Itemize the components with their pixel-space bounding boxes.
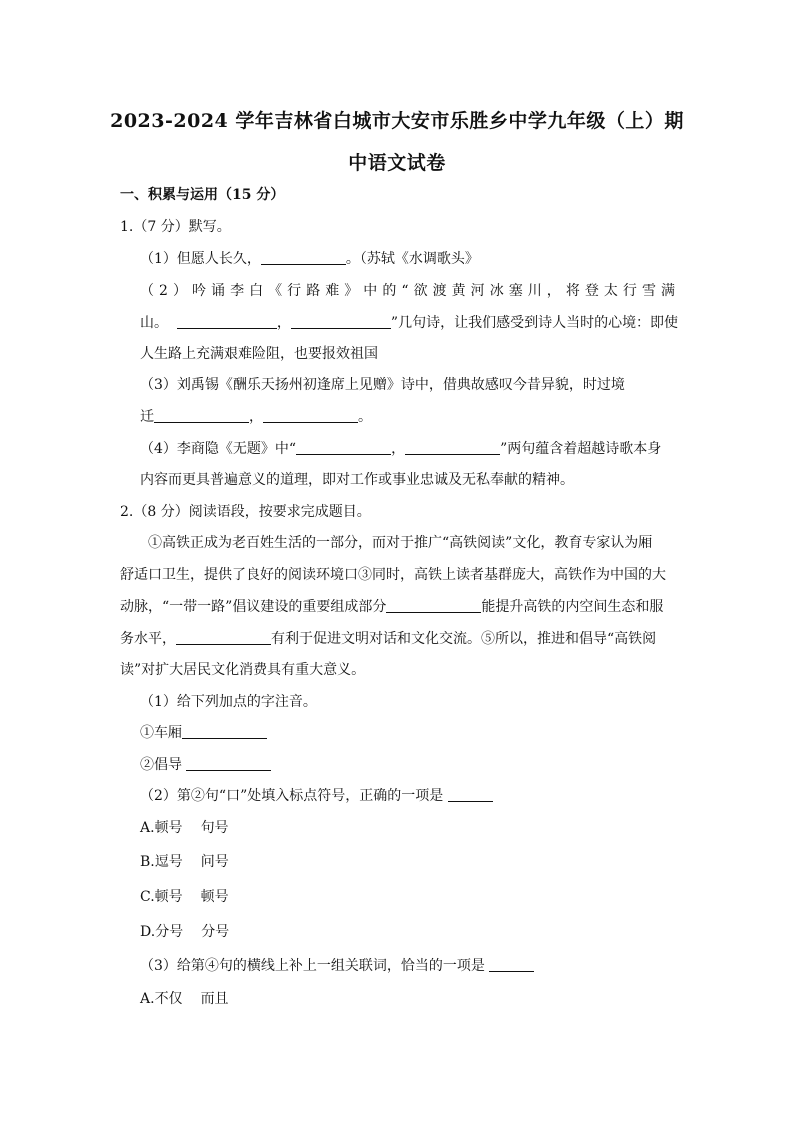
answer-blank[interactable] (263, 408, 358, 423)
char: 诵 (211, 283, 226, 299)
passage-text: 能提升高铁的内空间生态和服 (481, 599, 664, 615)
char: 将 (565, 283, 580, 299)
q2-sub-1: （1）给下列加点的字注音。 (140, 694, 317, 710)
reading-passage-line-1: ①高铁正成为老百姓生活的一部分，而对于推广“高铁阅读”文化，教育专家认为厢 (148, 535, 653, 551)
char: 欲 (413, 283, 428, 299)
char: 吟 (192, 283, 207, 299)
option-d[interactable] (140, 923, 229, 941)
char: 渡 (432, 283, 447, 299)
q1-p4-text-c: ”两句蕴含着超越诗歌本身 (500, 441, 662, 457)
q1-p1-text-a: （1）但愿人长久， (140, 251, 261, 267)
q1-p3-text-c: 。 (358, 409, 372, 425)
question-text: （2）第②句“口”处填入标点符号，正确的一项是 (140, 788, 448, 804)
option-text: 句号 (200, 820, 229, 836)
q1-part-4-line-2: 内容而更具普遍意义的道理，即对工作或事业忠诚及无私奉献的精神。 (140, 472, 574, 488)
q1-part-3-line-2 (140, 408, 372, 426)
item-label: ②倡导 (140, 757, 187, 773)
answer-blank[interactable] (386, 598, 481, 613)
answer-blank[interactable] (489, 957, 534, 972)
char: 满 (660, 283, 675, 299)
char: （ (140, 283, 154, 299)
answer-blank[interactable] (291, 314, 391, 329)
page-title-line-1: 2023-2024 学年吉林省白城市大安市乐胜乡中学九年级（上）期 (110, 110, 684, 132)
answer-blank[interactable] (186, 756, 271, 771)
char: 的 (382, 283, 397, 299)
char: 河 (470, 283, 485, 299)
answer-blank[interactable] (154, 408, 249, 423)
answer-blank[interactable] (448, 787, 493, 802)
option-text: 顿号 (154, 820, 183, 836)
char: 太 (603, 283, 618, 299)
char: ） (172, 283, 187, 299)
q1-part-1 (140, 250, 479, 268)
option-text: 而且 (200, 991, 229, 1007)
reading-passage-line-3 (120, 598, 663, 616)
option-text: 分号 (201, 924, 230, 940)
char: 白 (249, 283, 264, 299)
page-title-line-2: 中语文试卷 (348, 152, 446, 174)
reading-passage-line-4 (120, 630, 656, 648)
option-letter: D. (140, 924, 156, 940)
question-text: （3）给第④句的横线上补上一组关联词，恰当的一项是 (140, 958, 490, 974)
q1-p2-text-c: ”几句诗，让我们感受到诗人当时的心境：即使 (390, 315, 679, 331)
option-a[interactable] (140, 819, 229, 837)
char: 川 (527, 283, 542, 299)
q1-p3-text-b: ， (249, 409, 263, 425)
char: 中 (363, 283, 378, 299)
option-text: 顿号 (200, 889, 229, 905)
section-heading: 一、积累与运用（15 分） (120, 187, 285, 203)
option-letter: A. (140, 991, 155, 1007)
char: 登 (584, 283, 599, 299)
passage-text: 务水平， (120, 631, 176, 647)
option-letter: A. (140, 820, 155, 836)
q1-part-2-line-1 (140, 282, 675, 300)
option-text: 不仅 (154, 991, 183, 1007)
q1-p1-text-b: 。（苏轼《水调歌头》 (345, 251, 479, 267)
q2-sub-1-item-a (140, 724, 267, 742)
char: 《 (268, 283, 283, 299)
char: 冰 (489, 283, 504, 299)
char: 难 (325, 283, 340, 299)
option-text: 逗号 (154, 854, 183, 870)
q1-part-4-line-1 (140, 440, 661, 458)
option-letter: C. (140, 889, 155, 905)
answer-blank[interactable] (176, 630, 271, 645)
char: 李 (230, 283, 245, 299)
answer-blank[interactable] (405, 440, 500, 455)
question-1-stem: 1.（7 分）默写。 (120, 219, 231, 235)
q1-p2-text-b: ， (276, 315, 291, 331)
passage-text: 有利于促进文明对话和文化交流。⑤所以，推进和倡导“高铁阅 (271, 631, 657, 647)
char: 路 (306, 283, 321, 299)
option-c[interactable] (140, 888, 229, 906)
q2-sub-1-item-b (140, 756, 271, 774)
q1-p3-text-a: 迁 (140, 409, 154, 425)
q1-p4-text-a: （4）李商隐《无题》中“ (140, 441, 297, 457)
char: 黄 (451, 283, 466, 299)
reading-passage-line-2: 舒适口卫生，提供了良好的阅读环境口③同时，高铁上读者基群庞大，高铁作为中国的大 (120, 567, 666, 583)
answer-blank[interactable] (296, 440, 391, 455)
q1-p2-text-a: 山。 (140, 315, 168, 331)
answer-blank[interactable] (261, 250, 346, 265)
option-text: 分号 (155, 924, 184, 940)
option-b[interactable] (140, 853, 229, 871)
option-text: 顿号 (154, 889, 183, 905)
item-label: ①车厢 (140, 725, 182, 741)
answer-blank[interactable] (182, 724, 267, 739)
char: “ (401, 283, 409, 299)
char: 行 (622, 283, 637, 299)
q2-sub-2 (140, 787, 493, 805)
q2-sub-3 (140, 957, 534, 975)
answer-blank[interactable] (177, 314, 277, 329)
q1-part-2-line-3: 人生路上充满艰难险阻，也要报效祖国 (140, 346, 378, 362)
option-letter: B. (140, 854, 155, 870)
question-2-stem: 2.（8 分）阅读语段，按要求完成题目。 (120, 504, 371, 520)
option-a[interactable] (140, 990, 229, 1008)
char: ， (546, 283, 561, 299)
q1-part-2-line-2 (140, 314, 678, 332)
option-text: 问号 (200, 854, 229, 870)
q1-part-3-line-1: （3）刘禹锡《酬乐天扬州初逢席上见赠》诗中，借典故感叹今昔异貌，时过境 (140, 377, 625, 393)
char: 雪 (641, 283, 656, 299)
char: 》 (344, 283, 359, 299)
char: 塞 (508, 283, 523, 299)
passage-text: 动脉，“一带一路”倡议建设的重要组成部分 (120, 599, 387, 615)
char: 行 (287, 283, 302, 299)
char: 2 (159, 283, 168, 299)
q1-p4-text-b: ， (391, 441, 406, 457)
reading-passage-line-5: 读”对扩大居民文化消费具有重大意义。 (120, 662, 366, 678)
